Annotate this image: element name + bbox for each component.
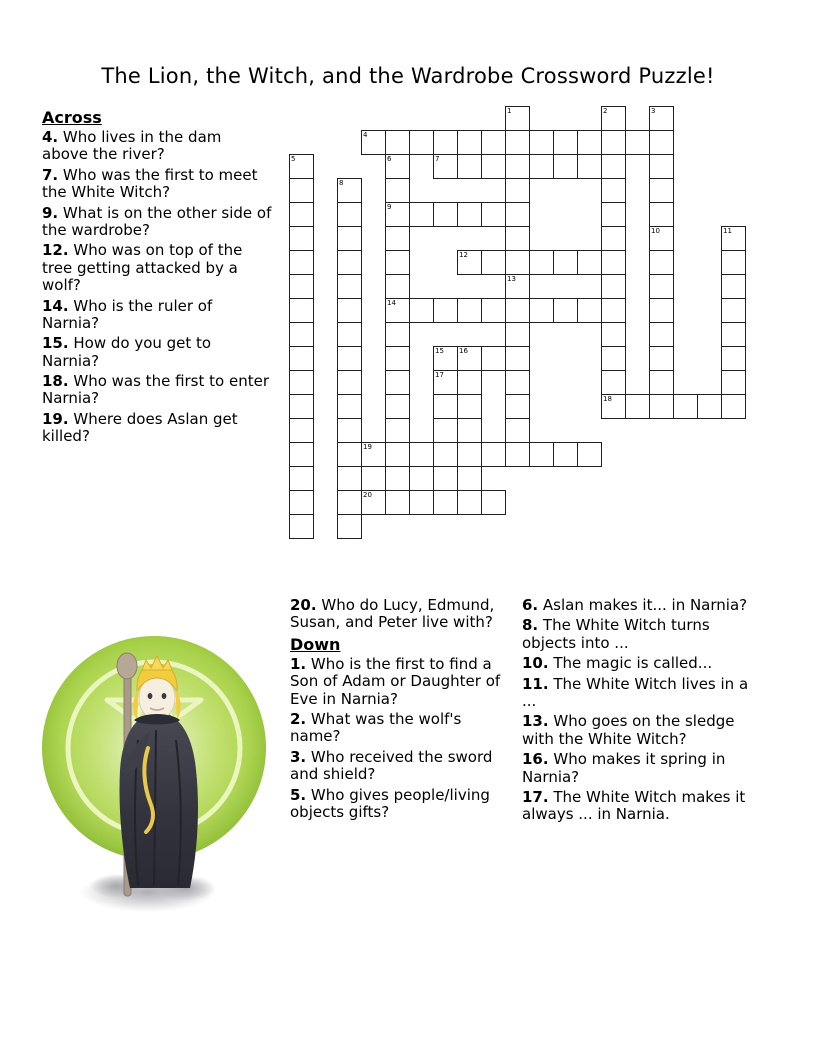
grid-cell[interactable] bbox=[457, 490, 482, 515]
grid-cell[interactable] bbox=[289, 370, 314, 395]
grid-cell[interactable] bbox=[601, 178, 626, 203]
grid-cell[interactable] bbox=[649, 178, 674, 203]
grid-cell[interactable] bbox=[385, 298, 410, 323]
clue-number: 19. bbox=[42, 409, 69, 428]
clue-text: Who was the first to meet the White Witch? bbox=[42, 165, 258, 202]
grid-cell[interactable] bbox=[673, 394, 698, 419]
grid-cell[interactable] bbox=[433, 370, 458, 395]
grid-cell[interactable] bbox=[649, 202, 674, 227]
grid-cell[interactable] bbox=[361, 442, 386, 467]
grid-cell[interactable] bbox=[337, 442, 362, 467]
across-heading: Across bbox=[42, 108, 102, 127]
grid-cell[interactable] bbox=[625, 394, 650, 419]
clue-number: 18. bbox=[42, 372, 69, 391]
clue-text: Aslan makes it... in Narnia? bbox=[542, 596, 748, 614]
grid-cell[interactable] bbox=[577, 154, 602, 179]
grid-cell[interactable] bbox=[337, 226, 362, 251]
grid-cell[interactable] bbox=[505, 418, 530, 443]
grid-cell[interactable] bbox=[289, 394, 314, 419]
grid-cell[interactable] bbox=[649, 370, 674, 395]
grid-cell[interactable] bbox=[529, 442, 554, 467]
grid-cell[interactable] bbox=[409, 130, 434, 155]
clue-text: Who lives in the dam above the river? bbox=[42, 128, 222, 164]
clue-down-16 bbox=[522, 751, 767, 786]
grid-cell[interactable] bbox=[433, 490, 458, 515]
grid-cell[interactable] bbox=[385, 274, 410, 299]
witch-eye bbox=[148, 693, 153, 699]
grid-cell[interactable] bbox=[385, 418, 410, 443]
grid-cell-number: 4 bbox=[363, 131, 368, 139]
clue-text: Who do Lucy, Edmund, Susan, and Peter live with? bbox=[290, 596, 495, 632]
grid-cell-number: 20 bbox=[363, 491, 372, 499]
grid-cell[interactable] bbox=[433, 298, 458, 323]
grid-cell[interactable] bbox=[433, 442, 458, 467]
grid-cell[interactable] bbox=[601, 394, 626, 419]
grid-cell[interactable] bbox=[553, 298, 578, 323]
clue-across-18 bbox=[42, 373, 272, 408]
grid-cell[interactable] bbox=[601, 106, 626, 131]
grid-cell[interactable] bbox=[337, 274, 362, 299]
grid-cell[interactable] bbox=[385, 322, 410, 347]
clue-number: 14. bbox=[42, 296, 69, 315]
grid-cell-number: 1 bbox=[507, 107, 512, 115]
grid-cell[interactable] bbox=[481, 346, 506, 371]
clue-down-6 bbox=[522, 597, 767, 614]
grid-cell[interactable] bbox=[433, 394, 458, 419]
grid-cell[interactable] bbox=[409, 442, 434, 467]
grid-cell[interactable] bbox=[289, 298, 314, 323]
grid-cell[interactable] bbox=[601, 298, 626, 323]
grid-cell[interactable] bbox=[385, 226, 410, 251]
grid-cell[interactable] bbox=[721, 298, 746, 323]
grid-cell[interactable] bbox=[577, 442, 602, 467]
white-witch-illustration bbox=[38, 620, 270, 920]
clue-down-2 bbox=[290, 711, 505, 746]
clue-down-13 bbox=[522, 713, 767, 748]
grid-cell[interactable] bbox=[505, 106, 530, 131]
grid-cell[interactable] bbox=[337, 178, 362, 203]
grid-cell[interactable] bbox=[385, 202, 410, 227]
grid-cell[interactable] bbox=[601, 274, 626, 299]
grid-cell[interactable] bbox=[649, 106, 674, 131]
grid-cell[interactable] bbox=[337, 298, 362, 323]
grid-cell[interactable] bbox=[433, 154, 458, 179]
grid-cell[interactable] bbox=[457, 418, 482, 443]
clue-text: What was the wolf's name? bbox=[290, 709, 462, 746]
clue-text: The magic is called... bbox=[553, 654, 713, 673]
illustration-svg bbox=[38, 620, 270, 920]
grid-cell[interactable] bbox=[577, 130, 602, 155]
grid-cell[interactable] bbox=[289, 514, 314, 539]
grid-cell[interactable] bbox=[721, 346, 746, 371]
grid-cell[interactable] bbox=[649, 394, 674, 419]
grid-cell-number: 17 bbox=[435, 371, 444, 379]
clue-text: Who is the ruler of Narnia? bbox=[42, 296, 213, 332]
clue-number: 2. bbox=[290, 709, 307, 728]
grid-cell[interactable] bbox=[505, 322, 530, 347]
clue-number: 3. bbox=[290, 747, 307, 766]
grid-cell[interactable] bbox=[505, 226, 530, 251]
clue-across-14 bbox=[42, 298, 272, 333]
grid-cell[interactable] bbox=[553, 154, 578, 179]
crossword-grid[interactable] bbox=[289, 106, 746, 539]
grid-cell[interactable] bbox=[337, 466, 362, 491]
grid-cell[interactable] bbox=[601, 250, 626, 275]
grid-cell[interactable] bbox=[409, 298, 434, 323]
clue-number: 16. bbox=[522, 750, 549, 769]
clue-column-right bbox=[522, 597, 767, 827]
grid-cell[interactable] bbox=[601, 130, 626, 155]
clue-text: Who goes on the sledge with the White Witch? bbox=[522, 712, 735, 748]
grid-cell[interactable] bbox=[385, 370, 410, 395]
grid-cell[interactable] bbox=[721, 226, 746, 251]
grid-cell[interactable] bbox=[289, 418, 314, 443]
grid-cell[interactable] bbox=[481, 154, 506, 179]
grid-cell[interactable] bbox=[337, 490, 362, 515]
down-heading: Down bbox=[290, 634, 341, 654]
grid-cell[interactable] bbox=[505, 250, 530, 275]
grid-cell[interactable] bbox=[433, 346, 458, 371]
grid-cell[interactable] bbox=[385, 442, 410, 467]
crossword-grid-cells[interactable] bbox=[289, 106, 746, 539]
grid-cell-number: 7 bbox=[435, 155, 440, 163]
grid-cell[interactable] bbox=[433, 418, 458, 443]
grid-cell[interactable] bbox=[481, 202, 506, 227]
clue-number: 11. bbox=[522, 674, 549, 693]
clue-down-17 bbox=[522, 789, 767, 824]
grid-cell[interactable] bbox=[457, 130, 482, 155]
grid-cell[interactable] bbox=[625, 130, 650, 155]
clue-across-15 bbox=[42, 335, 272, 370]
grid-cell[interactable] bbox=[289, 346, 314, 371]
clue-down-8 bbox=[522, 617, 767, 652]
clue-number: 12. bbox=[42, 241, 69, 260]
grid-cell[interactable] bbox=[481, 298, 506, 323]
clue-number: 20. bbox=[290, 596, 317, 614]
grid-cell[interactable] bbox=[577, 298, 602, 323]
grid-cell[interactable] bbox=[553, 442, 578, 467]
grid-cell[interactable] bbox=[577, 250, 602, 275]
clue-text: Where does Aslan get killed? bbox=[42, 409, 238, 446]
clue-number: 5. bbox=[290, 785, 307, 804]
grid-cell[interactable] bbox=[457, 250, 482, 275]
grid-cell-number: 5 bbox=[291, 155, 296, 163]
clue-text: The White Witch turns objects into ... bbox=[522, 616, 710, 652]
grid-cell[interactable] bbox=[481, 130, 506, 155]
grid-cell[interactable] bbox=[385, 394, 410, 419]
clue-down-1 bbox=[290, 656, 505, 708]
grid-cell[interactable] bbox=[361, 490, 386, 515]
grid-cell[interactable] bbox=[433, 466, 458, 491]
grid-cell[interactable] bbox=[505, 274, 530, 299]
grid-cell[interactable] bbox=[721, 394, 746, 419]
grid-cell-number: 18 bbox=[603, 395, 612, 403]
grid-cell[interactable] bbox=[337, 394, 362, 419]
clue-down-11 bbox=[522, 676, 767, 711]
grid-cell-number: 6 bbox=[387, 155, 392, 163]
clue-text: How do you get to Narnia? bbox=[42, 334, 212, 370]
grid-cell[interactable] bbox=[601, 154, 626, 179]
grid-cell[interactable] bbox=[433, 130, 458, 155]
grid-cell[interactable] bbox=[457, 394, 482, 419]
grid-cell[interactable] bbox=[649, 322, 674, 347]
grid-cell[interactable] bbox=[649, 250, 674, 275]
grid-cell[interactable] bbox=[505, 202, 530, 227]
grid-cell[interactable] bbox=[289, 202, 314, 227]
grid-cell[interactable] bbox=[385, 178, 410, 203]
grid-cell[interactable] bbox=[433, 202, 458, 227]
grid-cell[interactable] bbox=[601, 322, 626, 347]
clue-number: 10. bbox=[522, 654, 549, 673]
grid-cell[interactable] bbox=[289, 250, 314, 275]
clue-across-9 bbox=[42, 205, 272, 240]
grid-cell[interactable] bbox=[337, 346, 362, 371]
grid-cell[interactable] bbox=[505, 130, 530, 155]
clue-text: Who received the sword and shield? bbox=[290, 747, 493, 784]
grid-cell[interactable] bbox=[361, 130, 386, 155]
grid-cell[interactable] bbox=[553, 130, 578, 155]
grid-cell[interactable] bbox=[505, 346, 530, 371]
grid-cell[interactable] bbox=[385, 130, 410, 155]
clue-text: What is on the other side of the wardrobe? bbox=[42, 203, 272, 239]
clue-number: 4. bbox=[42, 128, 59, 146]
grid-cell[interactable] bbox=[337, 370, 362, 395]
grid-cell[interactable] bbox=[721, 322, 746, 347]
clue-number: 7. bbox=[42, 165, 59, 184]
grid-cell[interactable] bbox=[505, 178, 530, 203]
grid-cell[interactable] bbox=[601, 202, 626, 227]
grid-cell[interactable] bbox=[649, 346, 674, 371]
grid-cell[interactable] bbox=[289, 442, 314, 467]
grid-cell[interactable] bbox=[601, 370, 626, 395]
clue-text: Who makes it spring in Narnia? bbox=[522, 750, 726, 786]
grid-cell[interactable] bbox=[337, 250, 362, 275]
grid-cell[interactable] bbox=[337, 322, 362, 347]
grid-cell[interactable] bbox=[457, 154, 482, 179]
grid-cell[interactable] bbox=[289, 154, 314, 179]
grid-cell[interactable] bbox=[649, 226, 674, 251]
grid-cell[interactable] bbox=[529, 298, 554, 323]
grid-cell[interactable] bbox=[553, 250, 578, 275]
grid-cell[interactable] bbox=[289, 322, 314, 347]
grid-cell[interactable] bbox=[697, 394, 722, 419]
clue-text: Who was the first to enter Narnia? bbox=[42, 372, 269, 408]
grid-cell[interactable] bbox=[649, 274, 674, 299]
grid-cell[interactable] bbox=[457, 202, 482, 227]
grid-cell-number: 15 bbox=[435, 347, 444, 355]
grid-cell-number: 10 bbox=[651, 227, 660, 235]
grid-cell[interactable] bbox=[481, 490, 506, 515]
grid-cell[interactable] bbox=[601, 346, 626, 371]
grid-cell[interactable] bbox=[385, 346, 410, 371]
clue-number: 8. bbox=[522, 616, 539, 635]
grid-cell[interactable] bbox=[505, 370, 530, 395]
grid-cell[interactable] bbox=[457, 442, 482, 467]
clue-text: Who is the first to find a Son of Adam or Daughter of Eve in Narnia? bbox=[290, 654, 501, 708]
witch-eye bbox=[162, 693, 167, 699]
grid-cell[interactable] bbox=[529, 154, 554, 179]
grid-cell[interactable] bbox=[649, 298, 674, 323]
grid-cell[interactable] bbox=[385, 466, 410, 491]
clue-across-7 bbox=[42, 167, 272, 202]
clue-down-10 bbox=[522, 655, 767, 672]
grid-cell-number: 9 bbox=[387, 203, 392, 211]
staff-top bbox=[117, 653, 137, 679]
grid-cell[interactable] bbox=[289, 466, 314, 491]
grid-cell-number: 13 bbox=[507, 275, 516, 283]
grid-cell[interactable] bbox=[385, 490, 410, 515]
grid-cell[interactable] bbox=[457, 370, 482, 395]
grid-cell[interactable] bbox=[409, 490, 434, 515]
grid-cell[interactable] bbox=[337, 202, 362, 227]
page-title: The Lion, the Witch, and the Wardrobe Crossword Puzzle! bbox=[101, 64, 715, 89]
clue-down-5 bbox=[290, 787, 505, 822]
grid-cell[interactable] bbox=[289, 274, 314, 299]
witch-robe bbox=[119, 712, 198, 888]
grid-cell[interactable] bbox=[385, 250, 410, 275]
grid-cell[interactable] bbox=[601, 226, 626, 251]
clue-text: The White Witch makes it always ... in Narnia. bbox=[522, 787, 746, 824]
grid-cell[interactable] bbox=[649, 130, 674, 155]
grid-cell[interactable] bbox=[721, 370, 746, 395]
grid-cell-number: 12 bbox=[459, 251, 468, 259]
clue-across-4 bbox=[42, 129, 272, 164]
grid-cell[interactable] bbox=[457, 298, 482, 323]
clue-down-3 bbox=[290, 749, 505, 784]
grid-cell[interactable] bbox=[481, 250, 506, 275]
clue-number: 9. bbox=[42, 203, 59, 222]
grid-cell-number: 14 bbox=[387, 299, 396, 307]
grid-cell[interactable] bbox=[289, 490, 314, 515]
grid-cell[interactable] bbox=[505, 394, 530, 419]
grid-cell[interactable] bbox=[529, 130, 554, 155]
across-clue-column bbox=[42, 108, 272, 449]
grid-cell[interactable] bbox=[481, 442, 506, 467]
grid-cell[interactable] bbox=[457, 346, 482, 371]
clue-text: The White Witch lives in a ... bbox=[522, 674, 749, 710]
grid-cell[interactable] bbox=[289, 178, 314, 203]
grid-cell[interactable] bbox=[505, 298, 530, 323]
grid-cell-number: 8 bbox=[339, 179, 344, 187]
grid-cell[interactable] bbox=[529, 250, 554, 275]
clue-number: 6. bbox=[522, 596, 539, 614]
clue-number: 15. bbox=[42, 334, 69, 353]
grid-cell[interactable] bbox=[505, 154, 530, 179]
grid-cell-number: 11 bbox=[723, 227, 732, 235]
grid-cell[interactable] bbox=[337, 418, 362, 443]
clue-across-12 bbox=[42, 242, 272, 294]
clue-across-20 bbox=[290, 597, 505, 632]
grid-cell-number: 16 bbox=[459, 347, 468, 355]
grid-cell[interactable] bbox=[721, 274, 746, 299]
grid-cell[interactable] bbox=[505, 442, 530, 467]
clue-number: 1. bbox=[290, 654, 307, 673]
grid-cell[interactable] bbox=[721, 250, 746, 275]
grid-cell[interactable] bbox=[409, 202, 434, 227]
clue-across-19 bbox=[42, 411, 272, 446]
grid-cell[interactable] bbox=[385, 154, 410, 179]
grid-cell-number: 3 bbox=[651, 107, 656, 115]
clue-number: 17. bbox=[522, 787, 549, 806]
clue-text: Who gives people/living objects gifts? bbox=[290, 785, 490, 821]
clue-number: 13. bbox=[522, 712, 549, 731]
grid-cell[interactable] bbox=[289, 226, 314, 251]
grid-cell[interactable] bbox=[337, 514, 362, 539]
grid-cell[interactable] bbox=[649, 154, 674, 179]
grid-cell[interactable] bbox=[457, 466, 482, 491]
grid-cell-number: 19 bbox=[363, 443, 372, 451]
clue-column-middle bbox=[290, 597, 505, 824]
grid-cell-number: 2 bbox=[603, 107, 608, 115]
clue-text: Who was on top of the tree getting attacked by a wolf? bbox=[42, 241, 243, 295]
